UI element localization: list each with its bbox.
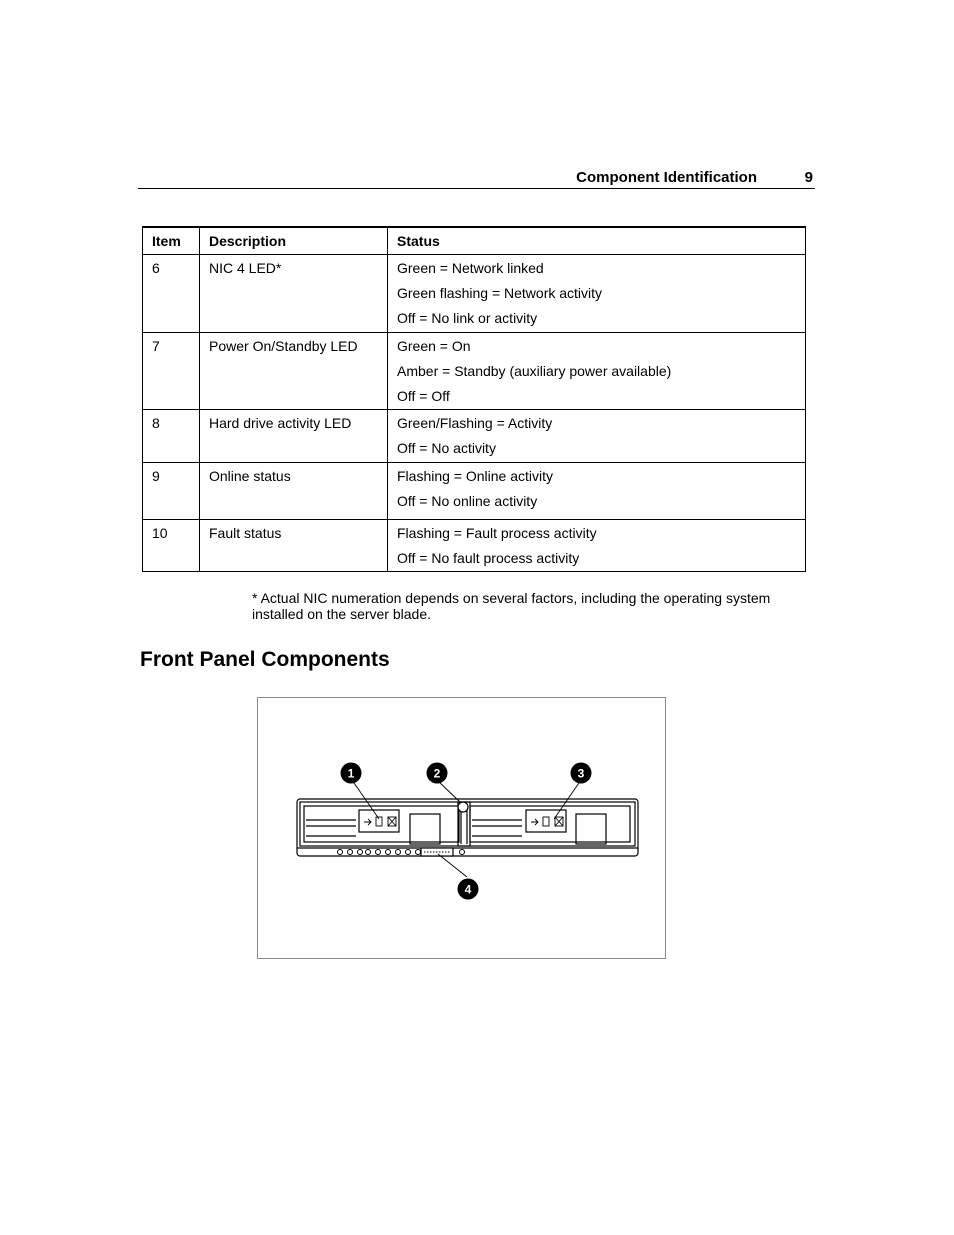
table-header-row	[143, 227, 806, 255]
callout-3	[571, 763, 592, 784]
status-line: Flashing = Online activity	[397, 468, 554, 484]
status-line: Off = No activity	[397, 440, 496, 456]
cell-description: Power On/Standby LED	[200, 333, 388, 410]
power-button-icon	[458, 802, 468, 812]
front-panel-illustration	[258, 698, 665, 958]
status-line: Green = On	[397, 338, 471, 354]
cell-item: 7	[143, 333, 200, 410]
status-line: Off = Off	[397, 388, 450, 404]
front-panel-figure	[257, 697, 666, 959]
callout-4-label: 4	[464, 882, 472, 897]
cell-description: Hard drive activity LED	[200, 410, 388, 463]
callout-2-label: 2	[433, 766, 441, 781]
status-line: Green/Flashing = Activity	[397, 415, 553, 431]
table-row	[143, 520, 806, 572]
cell-description: Online status	[200, 463, 388, 520]
cell-item: 10	[143, 520, 200, 572]
header-section-title: Component Identification	[576, 169, 757, 186]
cell-item: 9	[143, 463, 200, 520]
status-line: Off = No link or activity	[397, 310, 538, 326]
cell-status	[388, 463, 806, 520]
table-row	[143, 463, 806, 520]
cell-description: NIC 4 LED*	[200, 255, 388, 333]
table-row	[143, 333, 806, 410]
led-status-table	[142, 226, 806, 572]
callout-2	[427, 763, 448, 784]
cell-status	[388, 410, 806, 463]
callout-4	[458, 879, 479, 900]
callout-1	[341, 763, 362, 784]
status-line: Flashing = Fault process activity	[397, 525, 597, 541]
cell-status	[388, 255, 806, 333]
cell-description: Fault status	[200, 520, 388, 572]
header-page-number: 9	[804, 169, 813, 186]
callout-1-label: 1	[347, 766, 355, 781]
table-row	[143, 255, 806, 333]
running-header	[138, 169, 815, 189]
table-row	[143, 410, 806, 463]
cell-status	[388, 333, 806, 410]
status-line: Green flashing = Network activity	[397, 285, 603, 301]
column-header-item: Item	[143, 227, 200, 255]
drive-indicator-icons	[364, 817, 563, 826]
section-heading: Front Panel Components	[140, 648, 390, 671]
status-line: Green = Network linked	[397, 260, 544, 276]
callout-3-label: 3	[577, 766, 585, 781]
cell-item: 6	[143, 255, 200, 333]
cell-status	[388, 520, 806, 572]
status-line: Off = No fault process activity	[397, 550, 580, 566]
cell-item: 8	[143, 410, 200, 463]
status-line: Off = No online activity	[397, 493, 538, 509]
column-header-status: Status	[388, 227, 806, 255]
column-header-description: Description	[200, 227, 388, 255]
status-line: Amber = Standby (auxiliary power available)	[397, 363, 672, 379]
table-footnote: * Actual NIC numeration depends on several factors, including the operating system installed on the server blade.	[252, 590, 771, 622]
